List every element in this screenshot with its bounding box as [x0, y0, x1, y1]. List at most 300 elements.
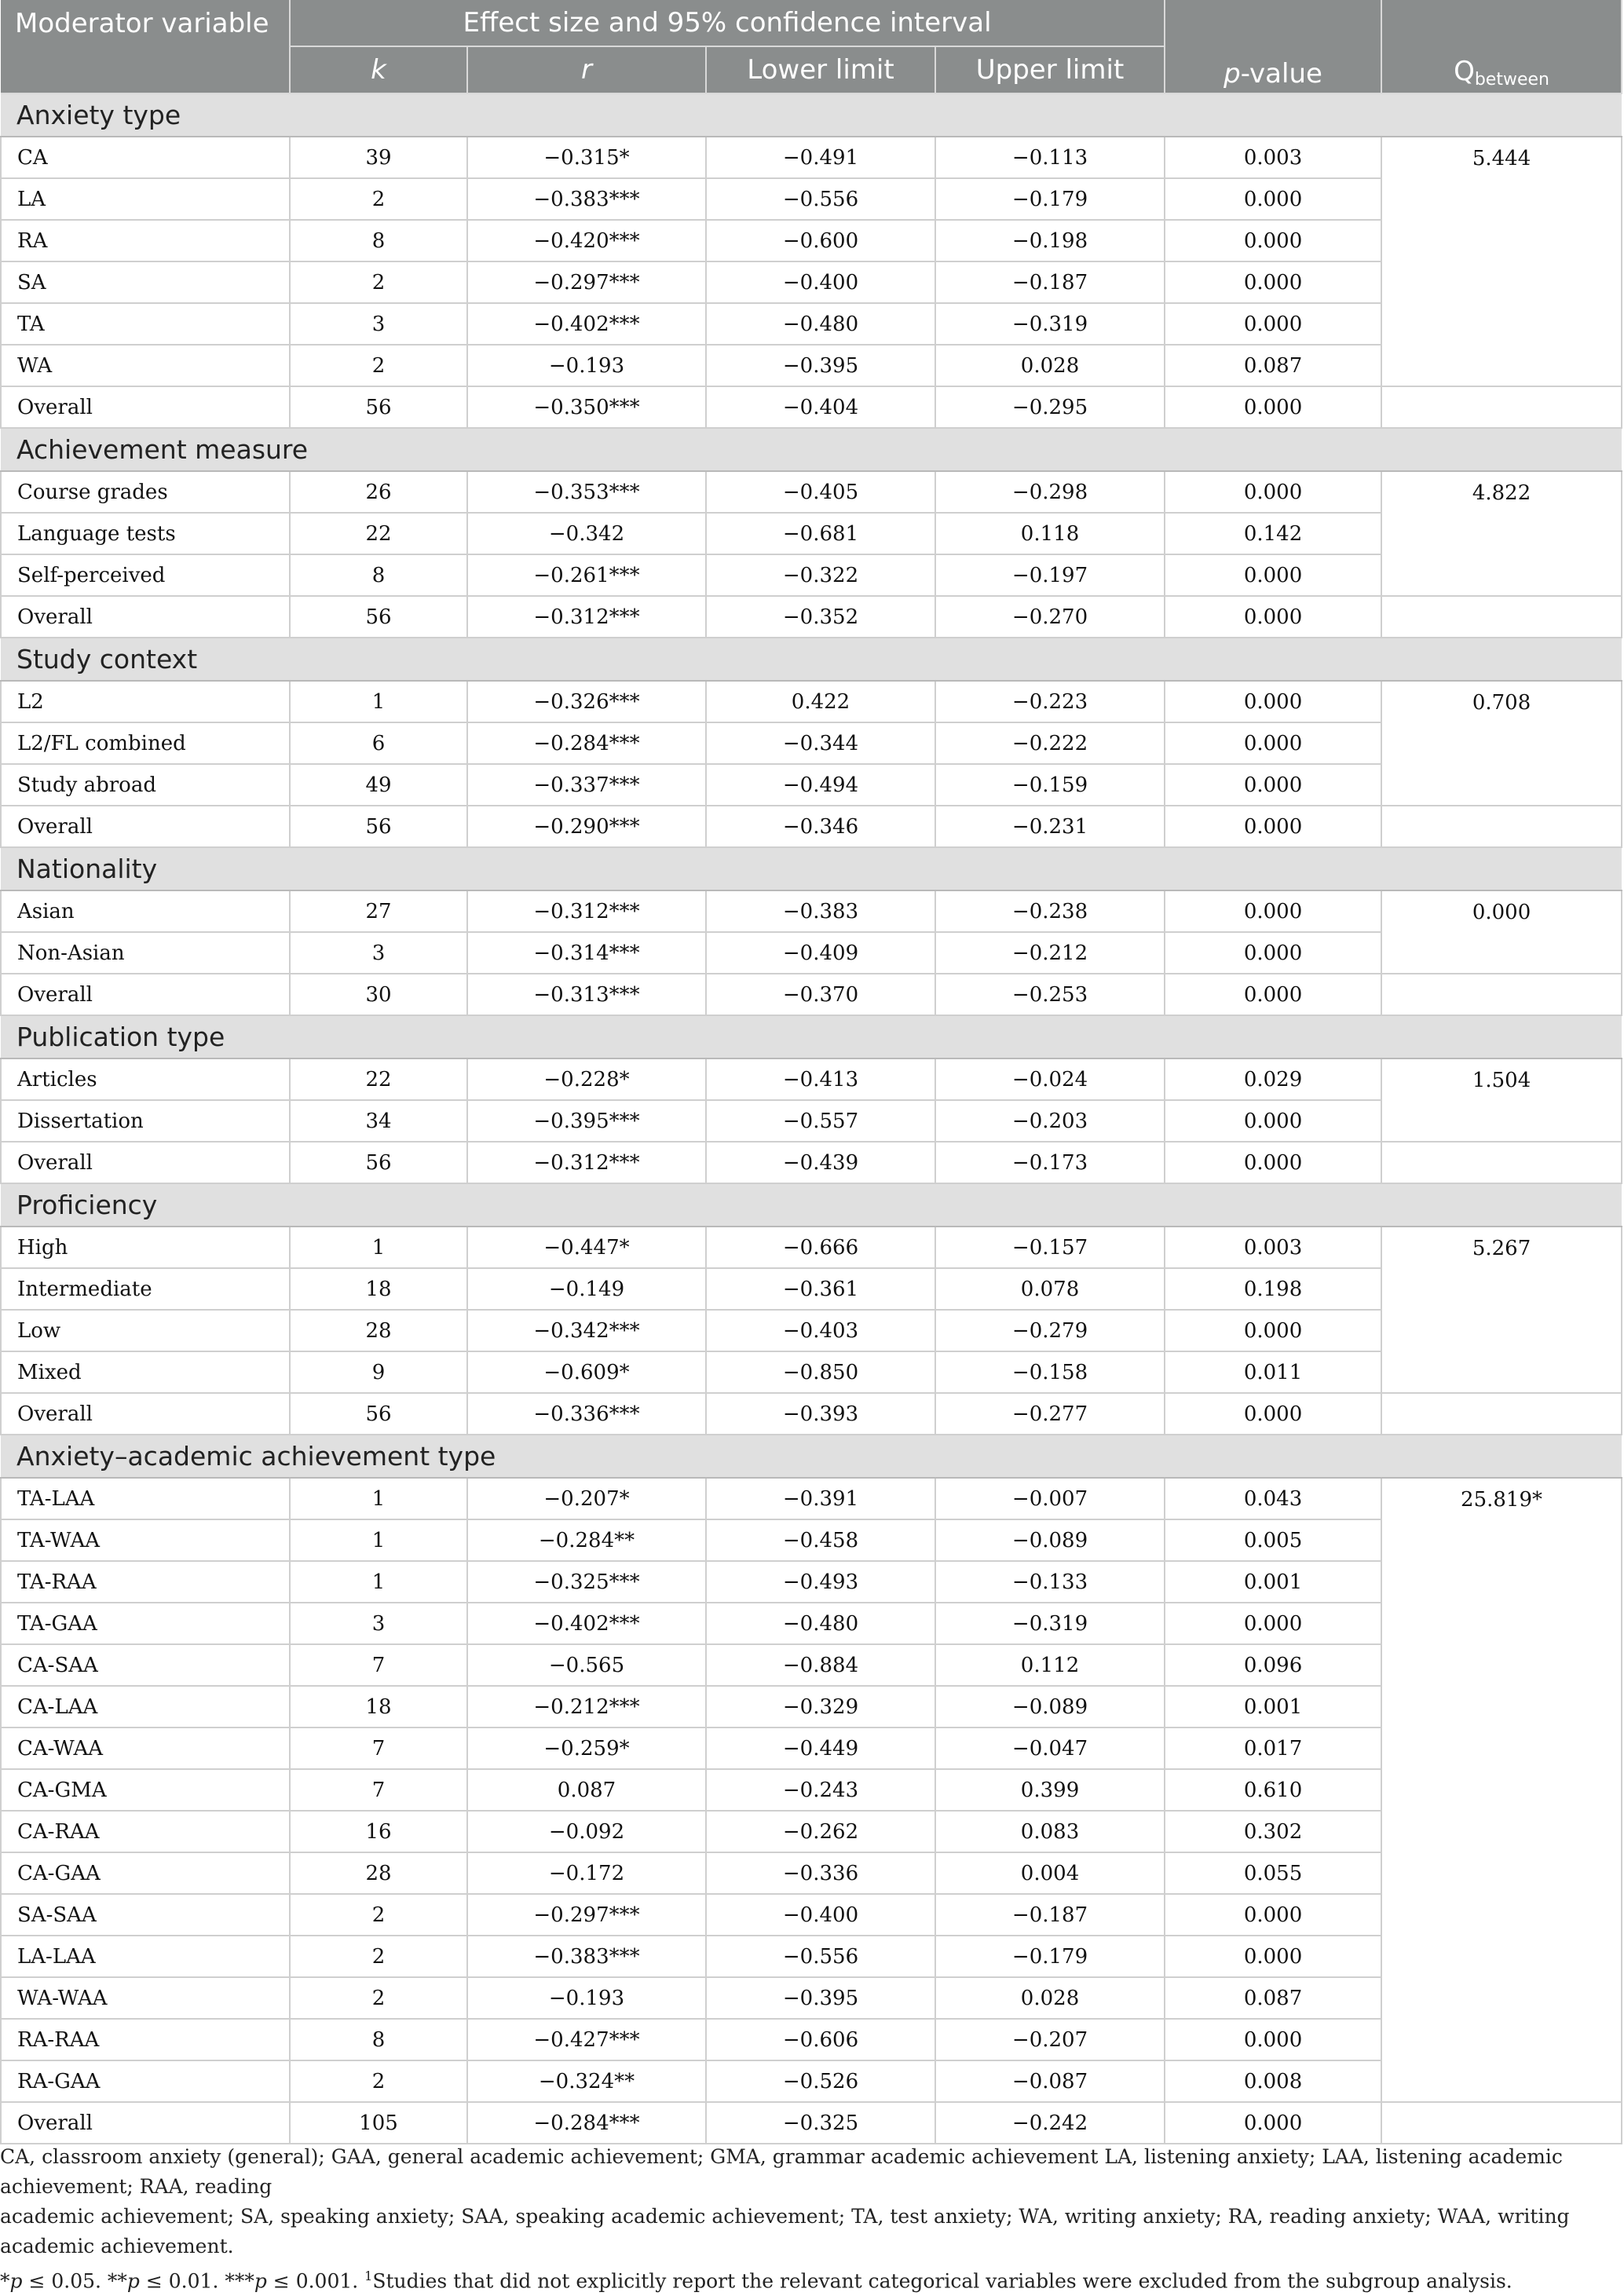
- cell-lower-limit: −0.557: [706, 1100, 935, 1142]
- cell-k: 2: [290, 2060, 467, 2102]
- table-row: [1, 345, 1622, 386]
- cell-lower-limit: −0.480: [706, 303, 935, 345]
- cell-q-between: 0.000: [1381, 890, 1622, 974]
- cell-upper-limit: −0.231: [935, 806, 1165, 847]
- cell-k: 28: [290, 1310, 467, 1351]
- cell-lower-limit: −0.400: [706, 1894, 935, 1936]
- section-row-anxiety-type: [1, 93, 1622, 137]
- cell-label: Mixed: [1, 1351, 290, 1393]
- cell-label: Overall: [1, 974, 290, 1015]
- cell-upper-limit: −0.223: [935, 681, 1165, 722]
- cell-upper-limit: 0.028: [935, 1977, 1165, 2019]
- cell-label: RA-RAA: [1, 2019, 290, 2060]
- cell-upper-limit: −0.047: [935, 1727, 1165, 1769]
- section-row-proficiency: [1, 1183, 1622, 1227]
- cell-p-value: 0.043: [1165, 1478, 1381, 1519]
- cell-label: Articles: [1, 1058, 290, 1100]
- cell-p-value: 0.000: [1165, 974, 1381, 1015]
- table-row: [1, 178, 1622, 220]
- cell-k: 1: [290, 681, 467, 722]
- cell-k: 2: [290, 1894, 467, 1936]
- table-row: [1, 1058, 1622, 1100]
- cell-lower-limit: −0.344: [706, 722, 935, 764]
- cell-p-value: 0.610: [1165, 1769, 1381, 1811]
- table-row: [1, 471, 1622, 513]
- cell-lower-limit: −0.395: [706, 345, 935, 386]
- cell-lower-limit: −0.361: [706, 1268, 935, 1310]
- cell-lower-limit: −0.439: [706, 1142, 935, 1183]
- cell-lower-limit: −0.413: [706, 1058, 935, 1100]
- cell-lower-limit: −0.480: [706, 1603, 935, 1644]
- cell-label: SA: [1, 261, 290, 303]
- cell-label: Non-Asian: [1, 932, 290, 974]
- table-row: [1, 1727, 1622, 1769]
- cell-r: −0.350***: [467, 386, 706, 428]
- overall-row: [1, 974, 1622, 1015]
- table-row: [1, 1686, 1622, 1727]
- footnote-abbreviations-line-1: CA, classroom anxiety (general); GAA, general academic achievement; GMA, grammar academic achievement LA, listening anxiety; LAA, listening academic achievement; RAA, reading: [0, 2145, 1563, 2198]
- cell-p-value: 0.000: [1165, 261, 1381, 303]
- cell-r: −0.337***: [467, 764, 706, 806]
- section-title: Nationality: [1, 847, 1622, 890]
- cell-label: SA-SAA: [1, 1894, 290, 1936]
- cell-lower-limit: −0.850: [706, 1351, 935, 1393]
- table-row: [1, 261, 1622, 303]
- cell-p-value: 0.000: [1165, 1393, 1381, 1435]
- cell-lower-limit: −0.346: [706, 806, 935, 847]
- cell-q-between-empty: [1381, 386, 1622, 428]
- cell-upper-limit: −0.089: [935, 1686, 1165, 1727]
- cell-r: 0.087: [467, 1769, 706, 1811]
- section-title: Study context: [1, 638, 1622, 681]
- cell-r: −0.207*: [467, 1478, 706, 1519]
- overall-row: [1, 1393, 1622, 1435]
- cell-k: 7: [290, 1769, 467, 1811]
- cell-label: Study abroad: [1, 764, 290, 806]
- cell-upper-limit: −0.007: [935, 1478, 1165, 1519]
- footnote-abbreviations-line-2: academic achievement; SA, speaking anxiety; SAA, speaking academic achievement; TA, test anxiety; WA, writing anxiety; RA, reading anxiety; WAA, writing academic achievement.: [0, 2205, 1570, 2258]
- header-r: r: [467, 46, 706, 93]
- cell-p-value: 0.000: [1165, 1936, 1381, 1977]
- cell-lower-limit: −0.383: [706, 890, 935, 932]
- cell-p-value: 0.000: [1165, 681, 1381, 722]
- cell-label: LA: [1, 178, 290, 220]
- cell-q-between: 5.444: [1381, 137, 1622, 386]
- cell-lower-limit: −0.556: [706, 178, 935, 220]
- table-row: [1, 890, 1622, 932]
- cell-label: Self-perceived: [1, 554, 290, 596]
- cell-lower-limit: −0.393: [706, 1393, 935, 1435]
- cell-upper-limit: −0.222: [935, 722, 1165, 764]
- cell-k: 2: [290, 261, 467, 303]
- table-row: [1, 1519, 1622, 1561]
- table-row: [1, 1644, 1622, 1686]
- cell-p-value: 0.001: [1165, 1561, 1381, 1603]
- cell-label: Overall: [1, 1393, 290, 1435]
- cell-r: −0.395***: [467, 1100, 706, 1142]
- cell-lower-limit: −0.391: [706, 1478, 935, 1519]
- cell-p-value: 0.000: [1165, 303, 1381, 345]
- header-p-value: p-value: [1165, 0, 1381, 93]
- cell-label: Language tests: [1, 513, 290, 554]
- cell-upper-limit: −0.279: [935, 1310, 1165, 1351]
- cell-p-value: 0.000: [1165, 596, 1381, 638]
- section-row-nationality: [1, 847, 1622, 890]
- table-row: [1, 1561, 1622, 1603]
- table-row: [1, 681, 1622, 722]
- table-row: [1, 513, 1622, 554]
- cell-r: −0.212***: [467, 1686, 706, 1727]
- cell-k: 3: [290, 303, 467, 345]
- cell-lower-limit: −0.681: [706, 513, 935, 554]
- cell-lower-limit: −0.405: [706, 471, 935, 513]
- cell-r: −0.314***: [467, 932, 706, 974]
- cell-r: −0.609*: [467, 1351, 706, 1393]
- cell-p-value: 0.000: [1165, 1142, 1381, 1183]
- cell-q-between-empty: [1381, 596, 1622, 638]
- cell-upper-limit: −0.197: [935, 554, 1165, 596]
- cell-r: −0.312***: [467, 1142, 706, 1183]
- overall-row: [1, 386, 1622, 428]
- cell-k: 22: [290, 513, 467, 554]
- cell-p-value: 0.000: [1165, 2019, 1381, 2060]
- cell-k: 49: [290, 764, 467, 806]
- cell-r: −0.565: [467, 1644, 706, 1686]
- section-title: Achievement measure: [1, 428, 1622, 471]
- cell-k: 2: [290, 178, 467, 220]
- cell-r: −0.325***: [467, 1561, 706, 1603]
- cell-q-between: 4.822: [1381, 471, 1622, 596]
- cell-k: 8: [290, 220, 467, 261]
- cell-p-value: 0.008: [1165, 2060, 1381, 2102]
- cell-r: −0.193: [467, 1977, 706, 2019]
- table-row: [1, 1227, 1622, 1268]
- header-lower-limit: Lower limit: [706, 46, 935, 93]
- cell-p-value: 0.003: [1165, 137, 1381, 178]
- cell-k: 39: [290, 137, 467, 178]
- table-row: [1, 1603, 1622, 1644]
- cell-k: 56: [290, 1142, 467, 1183]
- cell-upper-limit: −0.089: [935, 1519, 1165, 1561]
- cell-upper-limit: −0.158: [935, 1351, 1165, 1393]
- cell-k: 8: [290, 554, 467, 596]
- cell-r: −0.342***: [467, 1310, 706, 1351]
- cell-lower-limit: −0.352: [706, 596, 935, 638]
- cell-r: −0.383***: [467, 178, 706, 220]
- cell-lower-limit: −0.458: [706, 1519, 935, 1561]
- section-row-publication-type: [1, 1015, 1622, 1058]
- cell-label: CA-SAA: [1, 1644, 290, 1686]
- cell-lower-limit: −0.403: [706, 1310, 935, 1351]
- cell-k: 30: [290, 974, 467, 1015]
- cell-label: Overall: [1, 2102, 290, 2144]
- cell-k: 56: [290, 386, 467, 428]
- cell-lower-limit: −0.262: [706, 1811, 935, 1852]
- cell-label: Intermediate: [1, 1268, 290, 1310]
- cell-k: 6: [290, 722, 467, 764]
- cell-label: TA: [1, 303, 290, 345]
- header-q-between: Qbetween: [1381, 0, 1622, 93]
- cell-k: 1: [290, 1478, 467, 1519]
- cell-label: Asian: [1, 890, 290, 932]
- table-row: [1, 2019, 1622, 2060]
- cell-label: Dissertation: [1, 1100, 290, 1142]
- cell-upper-limit: −0.113: [935, 137, 1165, 178]
- cell-upper-limit: −0.319: [935, 1603, 1165, 1644]
- cell-upper-limit: 0.004: [935, 1852, 1165, 1894]
- cell-label: RA-GAA: [1, 2060, 290, 2102]
- cell-p-value: 0.003: [1165, 1227, 1381, 1268]
- cell-upper-limit: 0.118: [935, 513, 1165, 554]
- table-row: [1, 1894, 1622, 1936]
- cell-upper-limit: −0.179: [935, 178, 1165, 220]
- cell-r: −0.402***: [467, 1603, 706, 1644]
- cell-upper-limit: −0.207: [935, 2019, 1165, 2060]
- cell-p-value: 0.000: [1165, 1100, 1381, 1142]
- cell-p-value: 0.000: [1165, 932, 1381, 974]
- section-row-study-context: [1, 638, 1622, 681]
- table-row: [1, 1100, 1622, 1142]
- cell-p-value: 0.001: [1165, 1686, 1381, 1727]
- cell-lower-limit: −0.325: [706, 2102, 935, 2144]
- cell-p-value: 0.000: [1165, 178, 1381, 220]
- table-row: [1, 1351, 1622, 1393]
- cell-label: TA-RAA: [1, 1561, 290, 1603]
- cell-r: −0.342: [467, 513, 706, 554]
- cell-lower-limit: −0.404: [706, 386, 935, 428]
- cell-label: Low: [1, 1310, 290, 1351]
- cell-p-value: 0.000: [1165, 220, 1381, 261]
- cell-q-between-empty: [1381, 1142, 1622, 1183]
- section-title: Publication type: [1, 1015, 1622, 1058]
- section-row-anxiety-academic-achievement-type: [1, 1435, 1622, 1478]
- cell-label: L2: [1, 681, 290, 722]
- cell-q-between-empty: [1381, 2102, 1622, 2144]
- cell-k: 56: [290, 1393, 467, 1435]
- cell-lower-limit: −0.666: [706, 1227, 935, 1268]
- cell-p-value: 0.000: [1165, 1310, 1381, 1351]
- table-row: [1, 1811, 1622, 1852]
- cell-upper-limit: −0.179: [935, 1936, 1165, 1977]
- header-k: k: [290, 46, 467, 93]
- cell-upper-limit: −0.203: [935, 1100, 1165, 1142]
- cell-upper-limit: −0.212: [935, 932, 1165, 974]
- cell-q-between-empty: [1381, 974, 1622, 1015]
- cell-k: 16: [290, 1811, 467, 1852]
- cell-label: CA-GAA: [1, 1852, 290, 1894]
- cell-lower-limit: −0.370: [706, 974, 935, 1015]
- cell-label: Overall: [1, 596, 290, 638]
- cell-p-value: 0.000: [1165, 764, 1381, 806]
- cell-p-value: 0.005: [1165, 1519, 1381, 1561]
- overall-row: [1, 806, 1622, 847]
- cell-k: 105: [290, 2102, 467, 2144]
- cell-k: 9: [290, 1351, 467, 1393]
- cell-lower-limit: −0.395: [706, 1977, 935, 2019]
- cell-label: TA-LAA: [1, 1478, 290, 1519]
- cell-p-value: 0.087: [1165, 1977, 1381, 2019]
- cell-k: 27: [290, 890, 467, 932]
- cell-r: −0.228*: [467, 1058, 706, 1100]
- cell-r: −0.427***: [467, 2019, 706, 2060]
- footnote-significance: *p ≤ 0.05. **p ≤ 0.01. ***p ≤ 0.001. $^1$Studies that did not explicitly report the relevant categorical variables were excluded from the subgroup analysis.: [0, 2269, 1512, 2293]
- cell-upper-limit: −0.133: [935, 1561, 1165, 1603]
- section-title: Anxiety type: [1, 93, 1622, 137]
- table-row: [1, 1268, 1622, 1310]
- cell-lower-limit: −0.400: [706, 261, 935, 303]
- cell-k: 28: [290, 1852, 467, 1894]
- overall-row: [1, 596, 1622, 638]
- cell-p-value: 0.000: [1165, 1894, 1381, 1936]
- cell-r: −0.092: [467, 1811, 706, 1852]
- table-row: [1, 1977, 1622, 2019]
- cell-p-value: 0.142: [1165, 513, 1381, 554]
- cell-r: −0.284**: [467, 1519, 706, 1561]
- cell-p-value: 0.087: [1165, 345, 1381, 386]
- cell-upper-limit: −0.238: [935, 890, 1165, 932]
- cell-lower-limit: −0.600: [706, 220, 935, 261]
- table-row: [1, 303, 1622, 345]
- cell-lower-limit: −0.556: [706, 1936, 935, 1977]
- cell-p-value: 0.000: [1165, 890, 1381, 932]
- cell-lower-limit: −0.606: [706, 2019, 935, 2060]
- cell-label: LA-LAA: [1, 1936, 290, 1977]
- cell-k: 18: [290, 1686, 467, 1727]
- table-row: [1, 722, 1622, 764]
- cell-upper-limit: −0.024: [935, 1058, 1165, 1100]
- table-row: [1, 932, 1622, 974]
- cell-upper-limit: 0.083: [935, 1811, 1165, 1852]
- header-upper-limit: Upper limit: [935, 46, 1165, 93]
- cell-upper-limit: −0.187: [935, 261, 1165, 303]
- cell-lower-limit: −0.243: [706, 1769, 935, 1811]
- cell-p-value: 0.096: [1165, 1644, 1381, 1686]
- cell-upper-limit: −0.295: [935, 386, 1165, 428]
- cell-lower-limit: −0.491: [706, 137, 935, 178]
- header-effect-size-ci: Effect size and 95% confidence interval: [290, 0, 1165, 46]
- cell-upper-limit: −0.242: [935, 2102, 1165, 2144]
- cell-label: RA: [1, 220, 290, 261]
- cell-upper-limit: −0.157: [935, 1227, 1165, 1268]
- cell-label: Overall: [1, 386, 290, 428]
- cell-p-value: 0.302: [1165, 1811, 1381, 1852]
- cell-upper-limit: 0.078: [935, 1268, 1165, 1310]
- cell-r: −0.312***: [467, 890, 706, 932]
- cell-k: 2: [290, 345, 467, 386]
- cell-upper-limit: −0.173: [935, 1142, 1165, 1183]
- cell-k: 8: [290, 2019, 467, 2060]
- cell-upper-limit: −0.298: [935, 471, 1165, 513]
- cell-k: 1: [290, 1519, 467, 1561]
- table-row: [1, 764, 1622, 806]
- cell-q-between-empty: [1381, 806, 1622, 847]
- table-row: [1, 1478, 1622, 1519]
- cell-r: −0.315*: [467, 137, 706, 178]
- cell-label: WA-WAA: [1, 1977, 290, 2019]
- cell-label: Overall: [1, 1142, 290, 1183]
- cell-p-value: 0.000: [1165, 1603, 1381, 1644]
- cell-r: −0.313***: [467, 974, 706, 1015]
- cell-p-value: 0.011: [1165, 1351, 1381, 1393]
- cell-k: 1: [290, 1561, 467, 1603]
- table-row: [1, 554, 1622, 596]
- cell-k: 3: [290, 1603, 467, 1644]
- cell-r: −0.447*: [467, 1227, 706, 1268]
- cell-q-between: 1.504: [1381, 1058, 1622, 1142]
- cell-p-value: 0.000: [1165, 2102, 1381, 2144]
- cell-upper-limit: −0.319: [935, 303, 1165, 345]
- table-footnote: [0, 2142, 1618, 2296]
- cell-label: Overall: [1, 806, 290, 847]
- cell-upper-limit: 0.112: [935, 1644, 1165, 1686]
- cell-k: 3: [290, 932, 467, 974]
- table-row: [1, 1852, 1622, 1894]
- cell-q-between: 5.267: [1381, 1227, 1622, 1393]
- cell-r: −0.284***: [467, 2102, 706, 2144]
- cell-q-between-empty: [1381, 1393, 1622, 1435]
- cell-k: 2: [290, 1936, 467, 1977]
- section-title: Anxiety–academic achievement type: [1, 1435, 1622, 1478]
- cell-label: TA-WAA: [1, 1519, 290, 1561]
- cell-r: −0.149: [467, 1268, 706, 1310]
- cell-upper-limit: 0.399: [935, 1769, 1165, 1811]
- cell-lower-limit: −0.494: [706, 764, 935, 806]
- cell-label: CA-GMA: [1, 1769, 290, 1811]
- table-row: [1, 1310, 1622, 1351]
- cell-k: 7: [290, 1727, 467, 1769]
- cell-upper-limit: −0.277: [935, 1393, 1165, 1435]
- cell-lower-limit: −0.329: [706, 1686, 935, 1727]
- cell-upper-limit: −0.270: [935, 596, 1165, 638]
- header-moderator-variable: Moderator variable: [1, 0, 290, 93]
- cell-lower-limit: −0.336: [706, 1852, 935, 1894]
- overall-row: [1, 2102, 1622, 2144]
- cell-r: −0.297***: [467, 1894, 706, 1936]
- cell-p-value: 0.000: [1165, 554, 1381, 596]
- cell-p-value: 0.198: [1165, 1268, 1381, 1310]
- cell-q-between: 0.708: [1381, 681, 1622, 806]
- table-header: [1, 0, 1622, 93]
- cell-upper-limit: −0.087: [935, 2060, 1165, 2102]
- cell-lower-limit: −0.884: [706, 1644, 935, 1686]
- cell-label: High: [1, 1227, 290, 1268]
- cell-k: 22: [290, 1058, 467, 1100]
- cell-lower-limit: −0.409: [706, 932, 935, 974]
- cell-r: −0.259*: [467, 1727, 706, 1769]
- section-title: Proficiency: [1, 1183, 1622, 1227]
- cell-lower-limit: 0.422: [706, 681, 935, 722]
- cell-r: −0.420***: [467, 220, 706, 261]
- cell-label: CA: [1, 137, 290, 178]
- cell-r: −0.353***: [467, 471, 706, 513]
- cell-upper-limit: −0.159: [935, 764, 1165, 806]
- cell-lower-limit: −0.526: [706, 2060, 935, 2102]
- cell-label: Course grades: [1, 471, 290, 513]
- cell-r: −0.324**: [467, 2060, 706, 2102]
- cell-r: −0.312***: [467, 596, 706, 638]
- cell-lower-limit: −0.493: [706, 1561, 935, 1603]
- table-row: [1, 220, 1622, 261]
- cell-upper-limit: −0.187: [935, 1894, 1165, 1936]
- cell-upper-limit: −0.198: [935, 220, 1165, 261]
- cell-r: −0.261***: [467, 554, 706, 596]
- cell-k: 18: [290, 1268, 467, 1310]
- table-row: [1, 137, 1622, 178]
- section-row-achievement-measure: [1, 428, 1622, 471]
- table-row: [1, 2060, 1622, 2102]
- table-row: [1, 1769, 1622, 1811]
- cell-k: 34: [290, 1100, 467, 1142]
